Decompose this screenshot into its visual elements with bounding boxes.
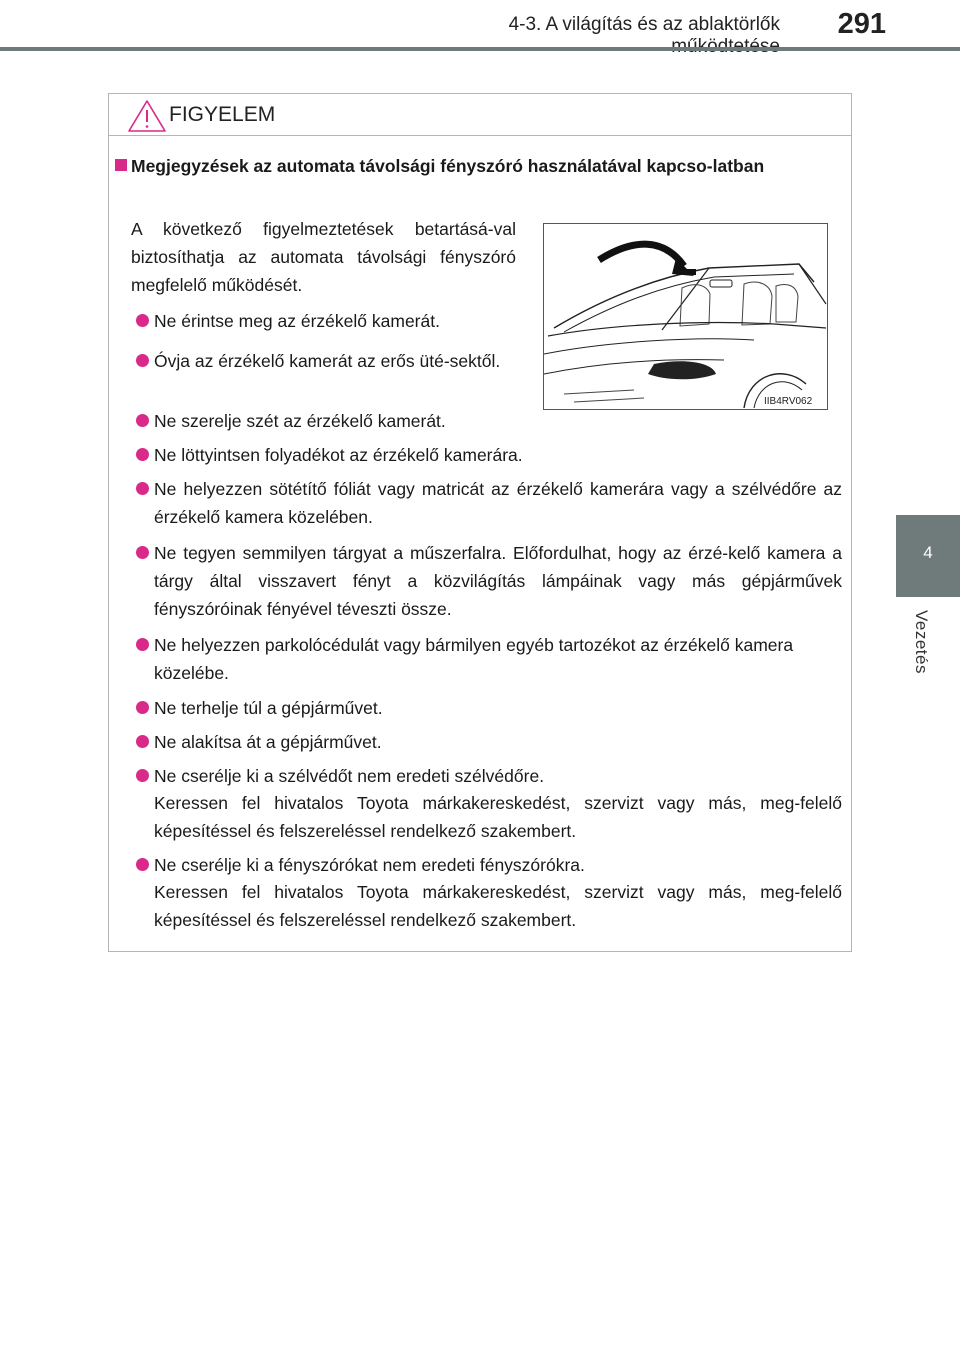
bullet-icon — [136, 414, 149, 427]
chapter-tab — [896, 515, 960, 597]
bullet-icon — [136, 448, 149, 461]
list-item: Ne terhelje túl a gépjárművet. — [154, 698, 383, 718]
bullet-icon — [136, 638, 149, 651]
header-rule — [0, 47, 960, 51]
list-item: Ne alakítsa át a gépjárművet. — [154, 732, 382, 752]
list-item: Ne szerelje szét az érzékelő kamerát. — [154, 411, 446, 431]
caution-title: FIGYELEM — [169, 103, 276, 126]
bullet-icon — [136, 546, 149, 559]
list-item: Ne cserélje ki a fényszórókat nem eredeti fényszórókra. — [154, 855, 585, 875]
list-item: Óvja az érzékelő kamerát az erős üté-sektől. — [154, 351, 501, 371]
dealer-note: Keressen fel hivatalos Toyota márkakereskedést, szervizt vagy más, meg-felelő képesítéssel és felszereléssel rendelkező szakembert. — [154, 793, 842, 841]
list-item: Ne tegyen semmilyen tárgyat a műszerfalra. Előfordulhat, hogy az érzé-kelő kamera a tárgy által visszavert fényt a közvilágítás lámpáinak vagy más gépjárművek fényszóróinak fényével téveszti össze. — [154, 543, 842, 619]
section-heading: Megjegyzések az automata távolsági fényszóró használatával kapcso-latban — [131, 156, 765, 176]
page-number: 291 — [837, 8, 886, 40]
warning-triangle-icon — [127, 99, 167, 133]
figure-code: IIB4RV062 — [764, 396, 813, 407]
chapter-number: 4 — [923, 543, 933, 562]
bullet-icon — [136, 482, 149, 495]
intro-paragraph: A következő figyelmeztetések betartásá-val biztosíthatja az automata távolsági fényszóró megfelelő működését. — [131, 219, 516, 295]
caution-header — [109, 94, 851, 136]
list-item: Ne helyezzen sötétítő fóliát vagy matricát az érzékelő kamerára vagy a szélvédőre az érzékelő kamera közelében. — [154, 479, 842, 527]
running-header: 4-3. A világítás és az ablaktörlők — [508, 14, 780, 35]
car-windshield-icon — [544, 224, 827, 409]
bullet-icon — [136, 314, 149, 327]
list-item: Ne cserélje ki a szélvédőt nem eredeti szélvédőre. — [154, 766, 545, 786]
windshield-camera-illustration — [543, 223, 828, 410]
bullet-icon — [136, 735, 149, 748]
bullet-icon — [136, 858, 149, 871]
section-marker-icon — [115, 159, 127, 171]
dealer-note: Keressen fel hivatalos Toyota márkakereskedést, szervizt vagy más, meg-felelő képesítéssel és felszereléssel rendelkező szakembert. — [154, 882, 842, 930]
list-item: Ne löttyintsen folyadékot az érzékelő kamerára. — [154, 445, 523, 465]
chapter-label: Vezetés — [912, 610, 931, 674]
bullet-icon — [136, 769, 149, 782]
list-item: Ne érintse meg az érzékelő kamerát. — [154, 311, 440, 331]
bullet-icon — [136, 701, 149, 714]
list-item: Ne helyezzen parkolócédulát vagy bármilyen egyéb tartozékot az érzékelő kamera közelébe. — [154, 635, 794, 683]
bullet-icon — [136, 354, 149, 367]
